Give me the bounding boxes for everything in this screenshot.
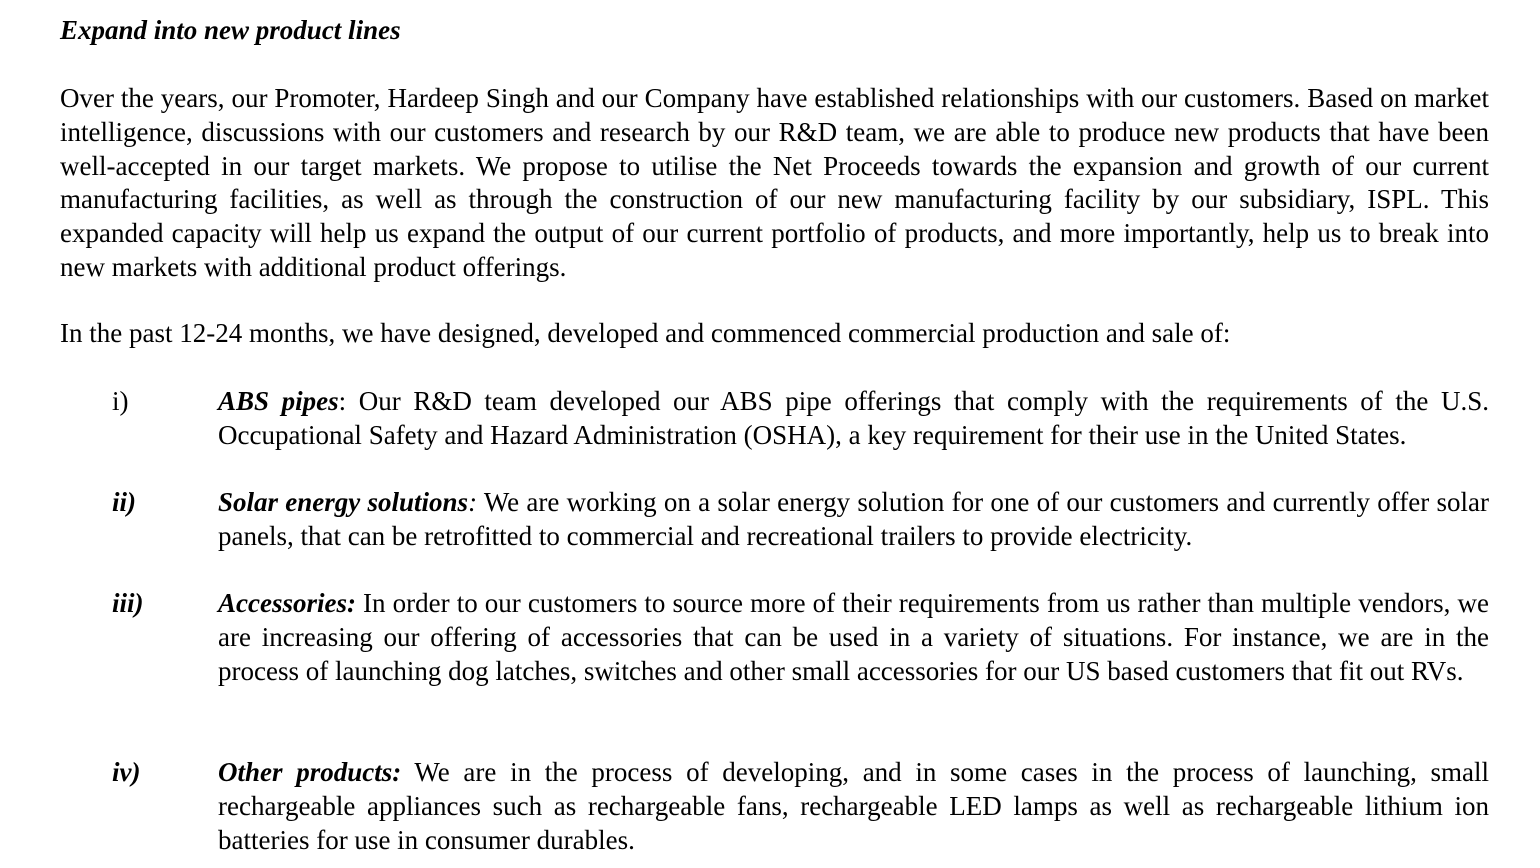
list-item-number: i) <box>112 386 129 416</box>
intro-paragraph: Over the years, our Promoter, Hardeep Singh and our Company have established relationships with our customers. Based on market intelligence, discussions with our customers and research by our R&D team, we are able to produce new products that have been well-accepted in our target markets. We propose to utilise the Net Proceeds towards the expansion and growth of our current manufacturing facilities, as well as through the construction of our new manufacturing facility by our subsidiary, ISPL. This expanded capacity will help us expand the output of our current portfolio of products, and more importantly, help us to break into new markets with additional product offerings. <box>60 83 1489 282</box>
list-item-separator: : <box>468 487 478 517</box>
list-item-body <box>218 587 1489 688</box>
list-item-title: Other products: <box>218 757 402 787</box>
list-item-body <box>218 385 1489 453</box>
list-item-number: iv) <box>112 757 141 787</box>
section-heading: Expand into new product lines <box>60 15 401 45</box>
list-item-text: Our R&D team developed our ABS pipe offerings that comply with the requirements of the U.S. Occupational Safety and Hazard Administration (OSHA), a key requirement for their use in the United States. <box>218 386 1489 450</box>
list-item-separator: : <box>338 386 347 416</box>
list-item-body <box>218 486 1489 554</box>
lead-in-paragraph: In the past 12-24 months, we have designed, developed and commenced commercial production and sale of: <box>60 318 1231 348</box>
list-item-body <box>218 756 1489 857</box>
list-item-title: ABS pipes <box>218 386 339 416</box>
list-item-text: We are working on a solar energy solution for one of our customers and currently offer solar panels, that can be retrofitted to commercial and recreational trailers to provide electricity. <box>218 487 1489 551</box>
list-item-text: In order to our customers to source more of their requirements from us rather than multiple vendors, we are increasing our offering of accessories that can be used in a variety of situations. For instance, we are in the process of launching dog latches, switches and other small accessories for our US based customers that fit out RVs. <box>218 588 1489 686</box>
list-item-number: ii) <box>112 487 136 517</box>
list-item-title: Solar energy solutions <box>218 487 469 517</box>
list-item-text: We are in the process of developing, and in some cases in the process of launching, small rechargeable appliances such as rechargeable fans, rechargeable LED lamps as well as rechargeable lithium ion batteries for use in consumer durables. <box>218 757 1490 855</box>
list-item-number: iii) <box>112 588 144 618</box>
list-item-title: Accessories: <box>218 588 356 618</box>
